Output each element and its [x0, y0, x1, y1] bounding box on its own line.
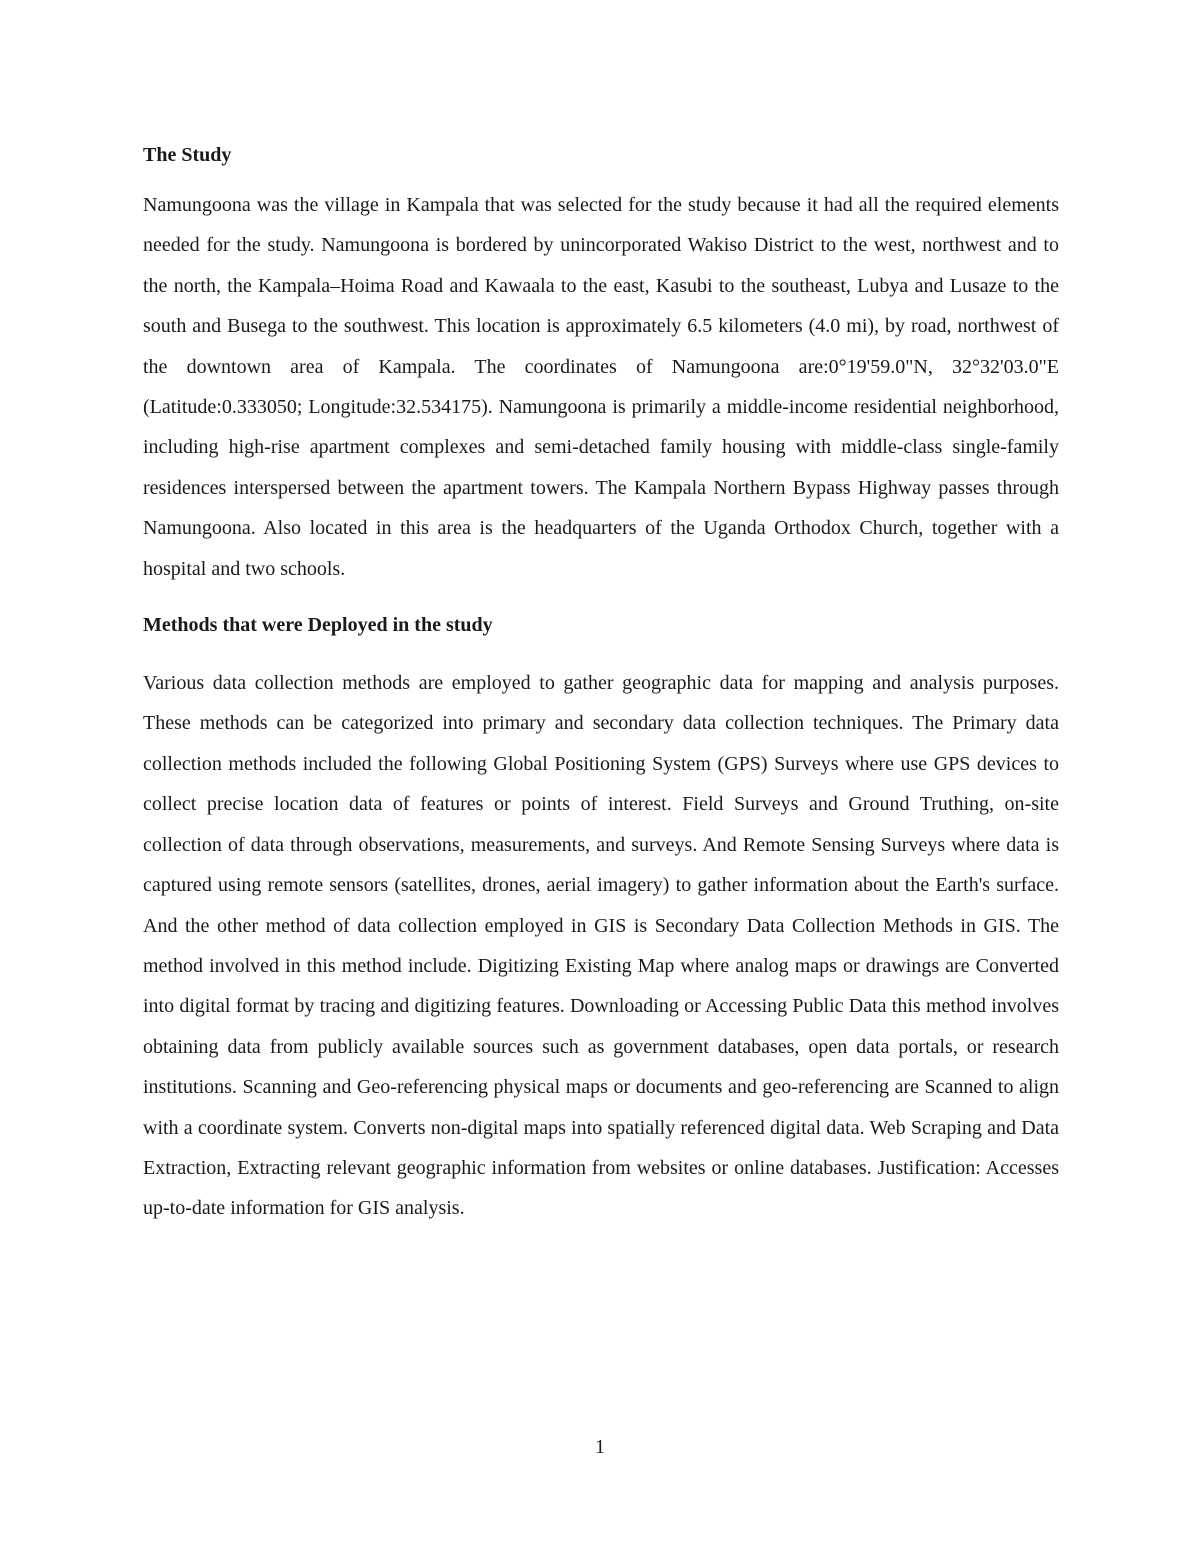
- page-number: 1: [595, 1436, 605, 1458]
- section-paragraph-methods: Various data collection methods are employed to gather geographic data for mapping and analysis purposes. These methods can be categorized into primary and secondary data collection techniques. The Primary data collection methods included the following Global Positioning System (GPS) Surveys where use GPS devices to collect precise location data of features or points of interest. Field Surveys and Ground Truthing, on-site collection of data through observations, measurements, and surveys. And Remote Sensing Surveys where data is captured using remote sensors (satellites, drones, aerial imagery) to gather information about the Earth's surface. And the other method of data collection employed in GIS is Secondary Data Collection Methods in GIS. The method involved in this method include. Digitizing Existing Map where analog maps or drawings are Converted into digital format by tracing and digitizing features. Downloading or Accessing Public Data this method involves obtaining data from publicly available sources such as government databases, open data portals, or research institutions. Scanning and Geo-referencing physical maps or documents and geo-referencing are Scanned to align with a coordinate system. Converts non-digital maps into spatially referenced digital data. Web Scraping and Data Extraction, Extracting relevant geographic information from websites or online databases. Justification: Accesses up-to-date information for GIS analysis.: [143, 672, 1059, 1220]
- section-heading-methods: Methods that were Deployed in the study: [143, 614, 493, 637]
- page-content: [143, 141, 1059, 1229]
- section-heading-the-study: The Study: [143, 144, 232, 166]
- section-paragraph-the-study: Namungoona was the village in Kampala that was selected for the study because it had all the required elements needed for the study. Namungoona is bordered by unincorporated Wakiso District to the west, northwest and to the north, the Kampala–Hoima Road and Kawaala to the east, Kasubi to the southeast, Lubya and Lusaze to the south and Busega to the southwest. This location is approximately 6.5 kilometers (4.0 mi), by road, northwest of the downtown area of Kampala. The coordinates of Namungoona are:0°19'59.0"N, 32°32'03.0"E (Latitude:0.333050; Longitude:32.534175). Namungoona is primarily a middle-income residential neighborhood, including high-rise apartment complexes and semi-detached family housing with middle-class single-family residences interspersed between the apartment towers. The Kampala Northern Bypass Highway passes through Namungoona. Also located in this area is the headquarters of the Uganda Orthodox Church, together with a hospital and two schools.: [143, 194, 1059, 580]
